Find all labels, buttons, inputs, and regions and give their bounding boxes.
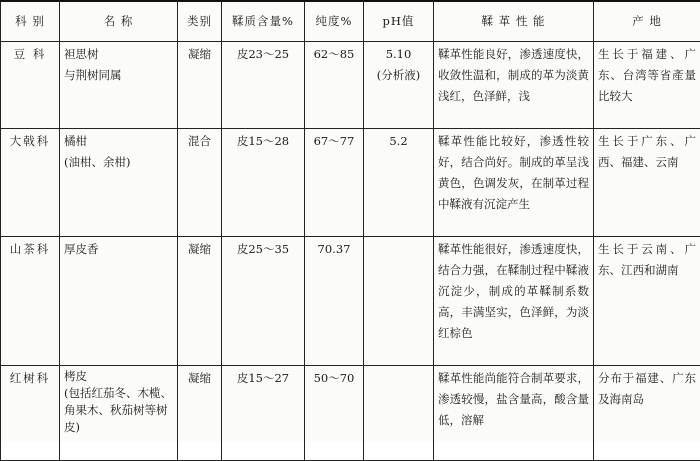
- purity-cell: 50～70: [305, 366, 364, 461]
- name-text: 栲皮 (包括红茄冬、木榄、角果木、秋茄树等树皮): [64, 368, 173, 436]
- origin-cell: 生长于云南、广东、江西和湖南: [594, 237, 700, 366]
- table-row: [1, 42, 700, 129]
- header-family: 科 别: [1, 1, 60, 42]
- performance-cell: 鞣革性能良好，渗透速度快，收敛性温和，制成的革为淡黄浅红，色泽鲜，浅: [434, 42, 594, 129]
- category-cell: 凝缩: [178, 42, 222, 129]
- purity-cell: 62～85: [305, 42, 364, 129]
- name-cell: [60, 42, 178, 129]
- performance-cell: 鞣革性能尚能符合制革要求，渗透较慢，盐含量高，酸含量低，溶解: [434, 366, 594, 461]
- family-cell: 豆 科: [1, 42, 60, 129]
- name-cell: [60, 366, 178, 461]
- header-name: 名 称: [60, 1, 178, 42]
- name-text: 袒思树 与荆树同属: [64, 44, 173, 86]
- header-purity: 纯度%: [305, 1, 364, 42]
- purity-cell: 70.37: [305, 237, 364, 366]
- ph-cell: [364, 366, 434, 461]
- header-origin: 产 地: [594, 1, 700, 42]
- purity-cell: 67～77: [305, 129, 364, 237]
- ph-text: 5.10 (分析液): [368, 44, 429, 86]
- family-cell: 山茶科: [1, 237, 60, 366]
- tannin-cell: 皮15～28: [222, 129, 305, 237]
- family-cell: 大戟科: [1, 129, 60, 237]
- category-cell: 凝缩: [178, 237, 222, 366]
- origin-cell: 生长于福建、广东、台湾等省產量比较大: [594, 42, 700, 129]
- performance-cell: 鞣革性能比较好，渗透性较好，结合尚好。制成的革呈浅黄色，色调发灰，在制革过程中鞣液有沉淀产生: [434, 129, 594, 237]
- header-row: [1, 1, 700, 42]
- category-cell: 凝缩: [178, 366, 222, 461]
- tannin-cell: 皮25～35: [222, 237, 305, 366]
- tannin-cell: 皮15～27: [222, 366, 305, 461]
- header-ph: pH值: [364, 1, 434, 42]
- header-category: 类别: [178, 1, 222, 42]
- name-cell: 厚皮香: [60, 237, 178, 366]
- origin-cell: 生长于广东、广西、福建、云南: [594, 129, 700, 237]
- tannin-cell: 皮23～25: [222, 42, 305, 129]
- ph-cell: [364, 237, 434, 366]
- header-tannin: 鞣质含量%: [222, 1, 305, 42]
- family-cell: 红树科: [1, 366, 60, 461]
- table-row: [1, 129, 700, 237]
- table-row: [1, 366, 700, 461]
- ph-cell: [364, 42, 434, 129]
- performance-cell: 鞣革性能很好，渗透速度快，结合力强，在鞣制过程中鞣液沉淀少，制成的革鞣制系数高，丰满坚实，色泽鲜，为淡红棕色: [434, 237, 594, 366]
- ph-cell: 5.2: [364, 129, 434, 237]
- name-cell: [60, 129, 178, 237]
- origin-cell: 分布于福建、广东及海南岛: [594, 366, 700, 461]
- table-row: [1, 237, 700, 366]
- name-text: 橘柑 (油柑、余柑): [64, 131, 173, 173]
- header-performance: 鞣 革 性 能: [434, 1, 594, 42]
- category-cell: 混合: [178, 129, 222, 237]
